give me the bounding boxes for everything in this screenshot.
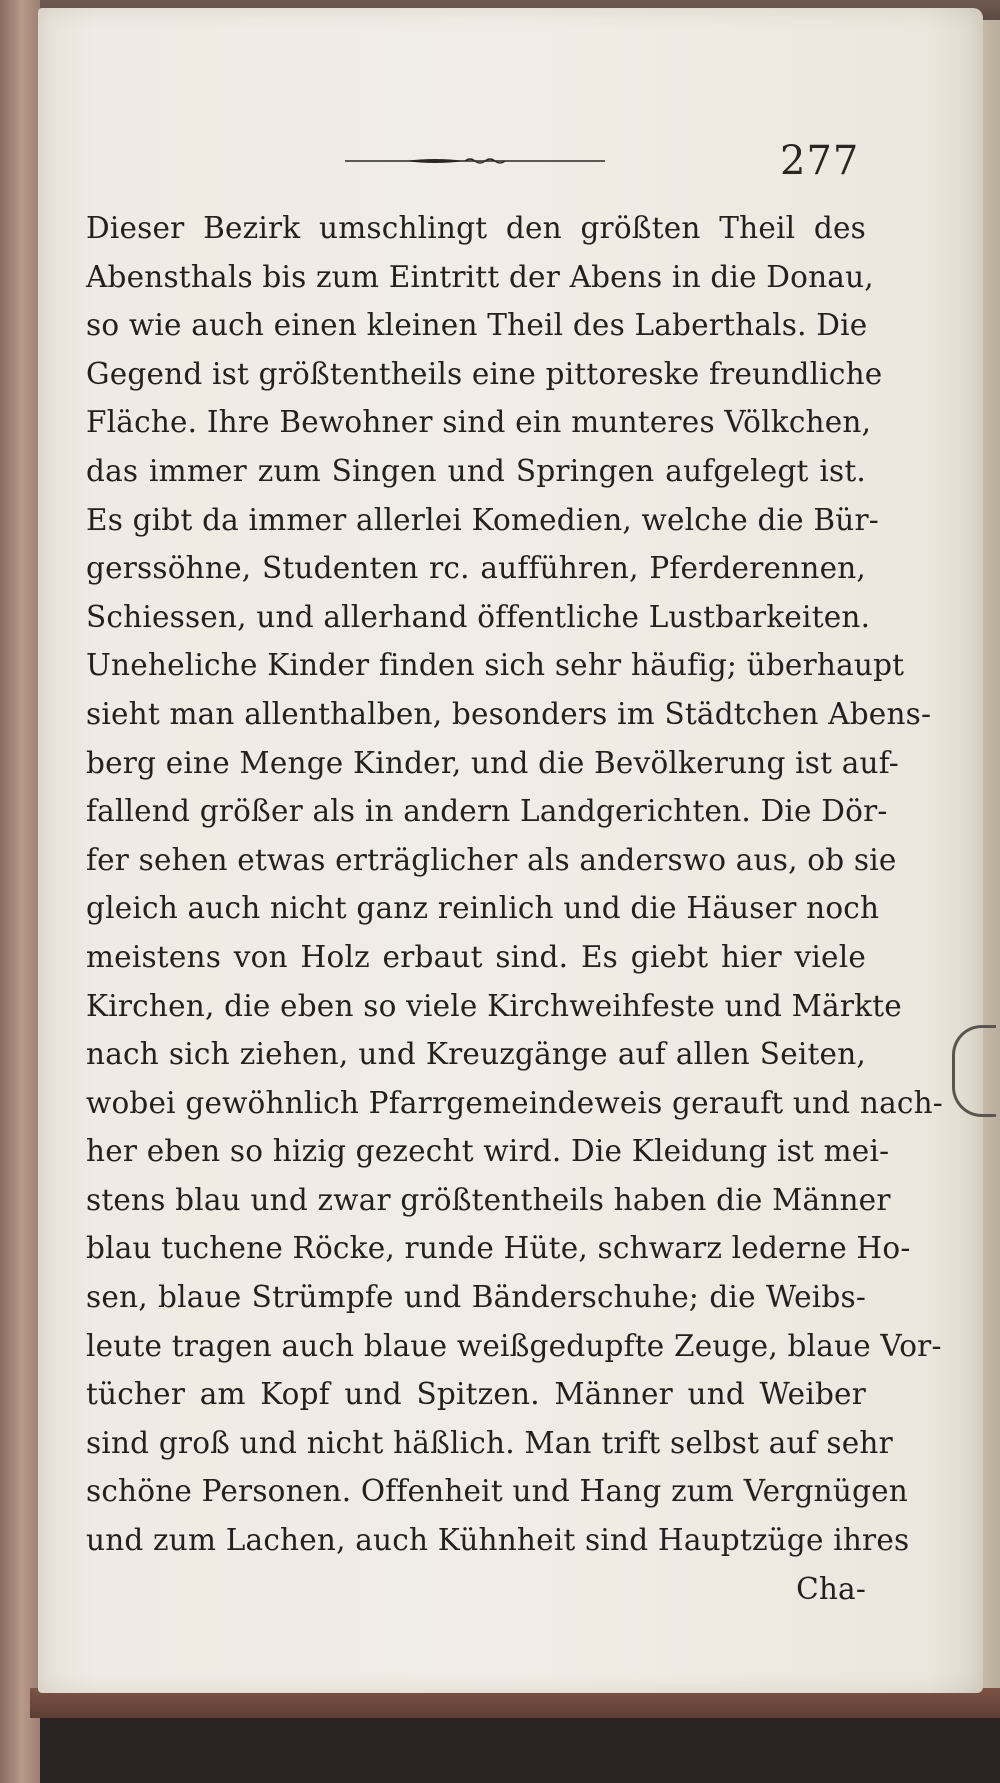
text-line: Es gibt da immer allerlei Komedien, welche die Bür- (86, 502, 879, 537)
text-line: berg eine Menge Kinder, und die Bevölkerung ist auf- (86, 745, 899, 780)
text-line: gleich auch nicht ganz reinlich und die Häuser noch (86, 891, 880, 926)
book-cover-left (0, 0, 40, 1783)
text-line: sind groß und nicht häßlich. Man trift selbst auf sehr (86, 1425, 893, 1460)
text-line: so wie auch einen kleinen Theil des Laberthals. Die (86, 308, 868, 343)
text-line: Abensthals bis zum Eintritt der Abens in die Donau, (86, 259, 874, 294)
text-line: fer sehen etwas erträglicher als anderswo aus, ob sie (86, 842, 897, 877)
text-line: Fläche. Ihre Bewohner sind ein munteres Völkchen, (86, 405, 872, 440)
text-line: her eben so hizig gezecht wird. Die Kleidung ist mei- (86, 1134, 890, 1169)
text-line: Kirchen, die eben so viele Kirchweihfeste und Märkte (86, 988, 902, 1023)
text-line: nach sich ziehen, und Kreuzgänge auf allen Seiten, (86, 1037, 866, 1072)
text-line: meistens von Holz erbaut sind. Es giebt hier viele (86, 939, 866, 974)
text-line: Gegend ist größtentheils eine pittoreske freundliche (86, 356, 883, 391)
text-line: und zum Lachen, auch Kühnheit sind Hauptzüge ihres (86, 1523, 910, 1558)
text-line: sen, blaue Strümpfe und Bänderschuhe; die Weibs- (86, 1280, 866, 1315)
text-line: Dieser Bezirk umschlingt den größten Theil des (86, 211, 866, 245)
catchword: Cha- (796, 1571, 866, 1606)
text-line: tücher am Kopf und Spitzen. Männer und Weiber (86, 1377, 866, 1412)
text-line: blau tuchene Röcke, runde Hüte, schwarz lederne Ho- (86, 1231, 911, 1266)
text-line: das immer zum Singen und Springen aufgelegt ist. (86, 453, 866, 488)
header-ornament-rule (345, 157, 605, 165)
page-number: 277 (780, 138, 860, 184)
text-line: schöne Personen. Offenheit und Hang zum Vergnügen (86, 1474, 908, 1509)
text-line: sieht man allenthalben, besonders im Städtchen Abens- (86, 696, 932, 731)
text-line: stens blau und zwar größtentheils haben die Männer (86, 1182, 891, 1217)
page-body-text (86, 204, 943, 1613)
text-line: Schiessen, und allerhand öffentliche Lustbarkeiten. (86, 599, 871, 634)
text-line: fallend größer als in andern Landgerichten. Die Dör- (86, 794, 888, 829)
text-line: wobei gewöhnlich Pfarrgemeindeweis gerauft und nach- (86, 1085, 943, 1120)
text-line: Uneheliche Kinder finden sich sehr häufig; überhaupt (86, 648, 905, 683)
page-clip-icon (952, 1025, 996, 1117)
text-line: leute tragen auch blaue weißgedupfte Zeuge, blaue Vor- (86, 1328, 942, 1363)
text-line: gerssöhne, Studenten rc. aufführen, Pferderennen, (86, 551, 866, 586)
